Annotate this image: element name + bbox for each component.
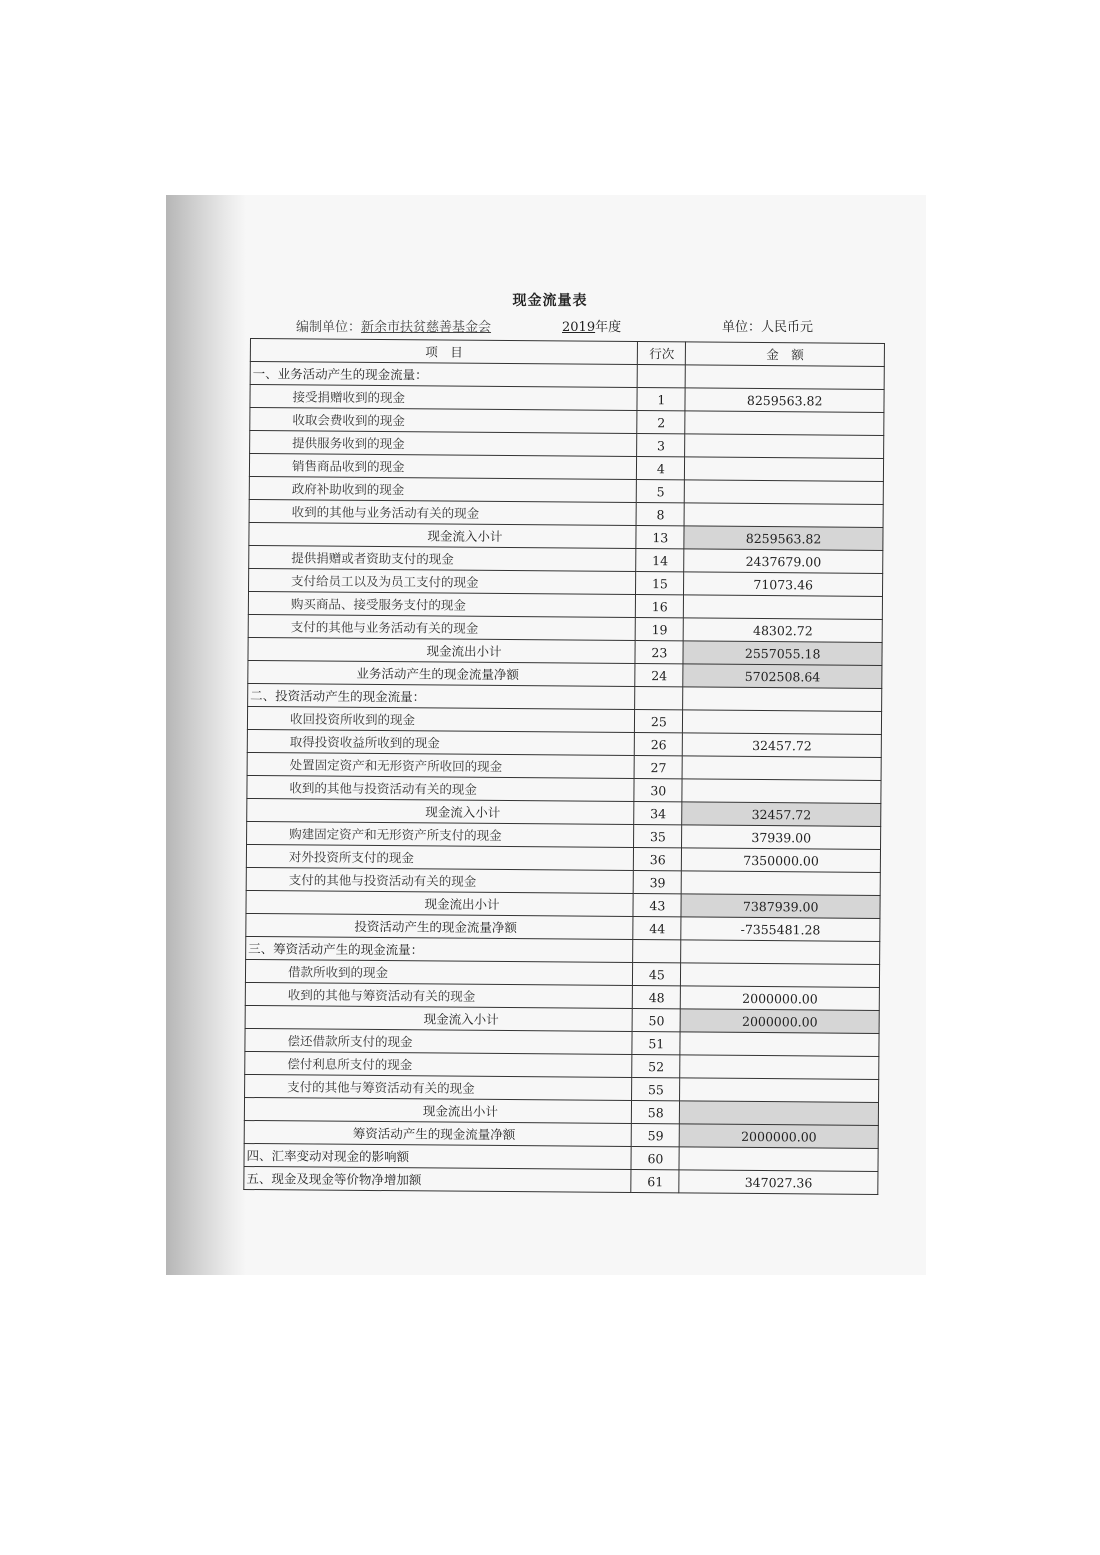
row-line-cell: 35	[634, 825, 682, 848]
year-suffix: 年度	[595, 320, 622, 335]
cash-flow-table	[243, 338, 885, 1195]
row-line-cell: 44	[633, 917, 681, 940]
row-amount-cell	[685, 365, 884, 390]
row-amount-cell	[682, 756, 881, 781]
row-item-cell: 现金流入小计	[249, 522, 637, 548]
row-line-cell: 36	[634, 848, 682, 871]
row-line-cell: 58	[632, 1101, 680, 1124]
row-line-cell: 13	[636, 526, 684, 549]
row-line-cell: 23	[635, 641, 683, 664]
row-item-cell: 支付给员工以及为员工支付的现金	[249, 568, 637, 594]
row-amount-cell: 2437679.00	[684, 549, 883, 574]
row-item-cell: 收到的其他与投资活动有关的现金	[247, 775, 635, 801]
row-line-cell: 55	[632, 1078, 680, 1101]
row-line-cell: 27	[634, 756, 682, 779]
row-amount-cell: 2557055.18	[683, 641, 882, 666]
row-line-cell	[638, 365, 686, 388]
row-line-cell: 30	[634, 779, 682, 802]
row-item-cell: 收到的其他与业务活动有关的现金	[249, 499, 637, 525]
row-line-cell: 51	[632, 1032, 680, 1055]
row-amount-cell	[685, 434, 884, 459]
row-item-cell: 投资活动产生的现金流量净额	[246, 913, 634, 939]
row-amount-cell	[681, 871, 880, 896]
row-line-cell: 24	[635, 664, 683, 687]
row-amount-cell	[682, 779, 881, 804]
row-amount-cell: 48302.72	[683, 618, 882, 643]
row-line-cell: 60	[631, 1147, 679, 1170]
row-line-cell: 8	[636, 503, 684, 526]
row-item-cell: 取得投资收益所收到的现金	[247, 729, 635, 755]
year-value: 2019	[562, 320, 596, 335]
row-item-cell: 对外投资所支付的现金	[246, 844, 634, 870]
row-amount-cell: 37939.00	[682, 825, 881, 850]
header-line-no: 行次	[638, 342, 686, 365]
row-line-cell: 2	[637, 411, 685, 434]
table-row	[244, 1166, 878, 1194]
header-amount: 金 额	[686, 342, 885, 367]
row-amount-cell	[683, 710, 882, 735]
row-amount-cell: 7387939.00	[681, 894, 880, 919]
row-item-cell: 二、投资活动产生的现金流量：	[248, 683, 636, 709]
row-amount-cell	[685, 480, 884, 505]
row-line-cell: 43	[633, 894, 681, 917]
row-amount-cell	[685, 411, 884, 436]
row-item-cell: 业务活动产生的现金流量净额	[248, 660, 636, 686]
row-amount-cell: 8259563.82	[685, 388, 884, 413]
row-amount-cell: 2000000.00	[680, 1009, 879, 1034]
row-amount-cell	[680, 1078, 879, 1103]
currency-unit: 单位：人民币元	[722, 320, 814, 335]
row-amount-cell	[685, 457, 884, 482]
row-item-cell: 现金流入小计	[245, 1005, 633, 1031]
row-line-cell: 52	[632, 1055, 680, 1078]
row-line-cell: 15	[636, 572, 684, 595]
row-item-cell: 借款所收到的现金	[245, 959, 633, 985]
row-item-cell: 接受捐赠收到的现金	[250, 385, 638, 411]
row-line-cell: 4	[637, 457, 685, 480]
row-item-cell: 提供捐赠或者资助支付的现金	[249, 545, 637, 571]
row-amount-cell	[680, 1101, 879, 1126]
row-item-cell: 三、筹资活动产生的现金流量：	[246, 936, 634, 962]
row-item-cell: 收取会费收到的现金	[250, 408, 638, 434]
row-amount-cell	[680, 1055, 879, 1080]
row-item-cell: 偿付利息所支付的现金	[245, 1051, 633, 1077]
row-line-cell	[635, 687, 683, 710]
row-amount-cell: -7355481.28	[681, 917, 880, 942]
row-line-cell: 1	[637, 388, 685, 411]
row-item-cell: 一、业务活动产生的现金流量：	[250, 362, 638, 388]
scan-shadow	[166, 195, 246, 1275]
row-line-cell: 61	[631, 1170, 679, 1193]
row-line-cell: 19	[636, 618, 684, 641]
row-item-cell: 现金流出小计	[248, 637, 636, 663]
organization-info	[296, 316, 491, 335]
row-line-cell: 5	[637, 480, 685, 503]
row-item-cell: 政府补助收到的现金	[249, 476, 637, 502]
row-amount-cell	[681, 940, 880, 965]
row-item-cell: 购买商品、接受服务支付的现金	[248, 591, 636, 617]
row-item-cell: 销售商品收到的现金	[249, 454, 637, 480]
row-item-cell: 偿还借款所支付的现金	[245, 1028, 633, 1054]
row-item-cell: 处置固定资产和无形资产所收回的现金	[247, 752, 635, 778]
row-amount-cell: 71073.46	[684, 572, 883, 597]
row-item-cell: 四、汇率变动对现金的影响额	[244, 1143, 632, 1169]
row-amount-cell: 2000000.00	[679, 1124, 878, 1149]
row-line-cell: 25	[635, 710, 683, 733]
row-line-cell: 16	[636, 595, 684, 618]
row-amount-cell: 347027.36	[679, 1170, 878, 1195]
row-line-cell: 48	[633, 986, 681, 1009]
row-line-cell: 34	[634, 802, 682, 825]
row-item-cell: 现金流出小计	[246, 890, 634, 916]
row-item-cell: 现金流出小计	[244, 1097, 632, 1123]
row-amount-cell	[681, 963, 880, 988]
row-item-cell: 筹资活动产生的现金流量净额	[244, 1120, 632, 1146]
row-item-cell: 提供服务收到的现金	[250, 431, 638, 457]
row-line-cell: 3	[637, 434, 685, 457]
row-line-cell: 59	[632, 1124, 680, 1147]
row-amount-cell	[680, 1032, 879, 1057]
row-item-cell: 支付的其他与业务活动有关的现金	[248, 614, 636, 640]
row-item-cell: 收到的其他与筹资活动有关的现金	[245, 982, 633, 1008]
row-amount-cell: 8259563.82	[684, 526, 883, 551]
row-line-cell: 26	[635, 733, 683, 756]
row-line-cell: 45	[633, 963, 681, 986]
row-amount-cell: 7350000.00	[682, 848, 881, 873]
row-line-cell: 39	[634, 871, 682, 894]
row-amount-cell	[683, 687, 882, 712]
row-line-cell: 50	[632, 1009, 680, 1032]
row-item-cell: 支付的其他与筹资活动有关的现金	[245, 1074, 633, 1100]
row-amount-cell	[679, 1147, 878, 1172]
row-line-cell: 14	[636, 549, 684, 572]
header-item: 项 目	[250, 339, 638, 365]
row-amount-cell: 32457.72	[682, 802, 881, 827]
row-amount-cell	[684, 595, 883, 620]
report-year	[562, 316, 621, 335]
row-amount-cell	[684, 503, 883, 528]
row-item-cell: 收回投资所收到的现金	[247, 706, 635, 732]
organization-label: 编制单位：	[296, 320, 362, 335]
organization-name: 新余市扶贫慈善基金会	[361, 320, 492, 335]
document-title: 现金流量表	[512, 293, 588, 309]
row-amount-cell: 2000000.00	[681, 986, 880, 1011]
row-item-cell: 购建固定资产和无形资产所支付的现金	[247, 821, 635, 847]
row-amount-cell: 5702508.64	[683, 664, 882, 689]
row-line-cell	[633, 940, 681, 963]
row-amount-cell: 32457.72	[683, 733, 882, 758]
row-item-cell: 支付的其他与投资活动有关的现金	[246, 867, 634, 893]
row-item-cell: 五、现金及现金等价物净增加额	[244, 1166, 632, 1192]
row-item-cell: 现金流入小计	[247, 798, 635, 824]
